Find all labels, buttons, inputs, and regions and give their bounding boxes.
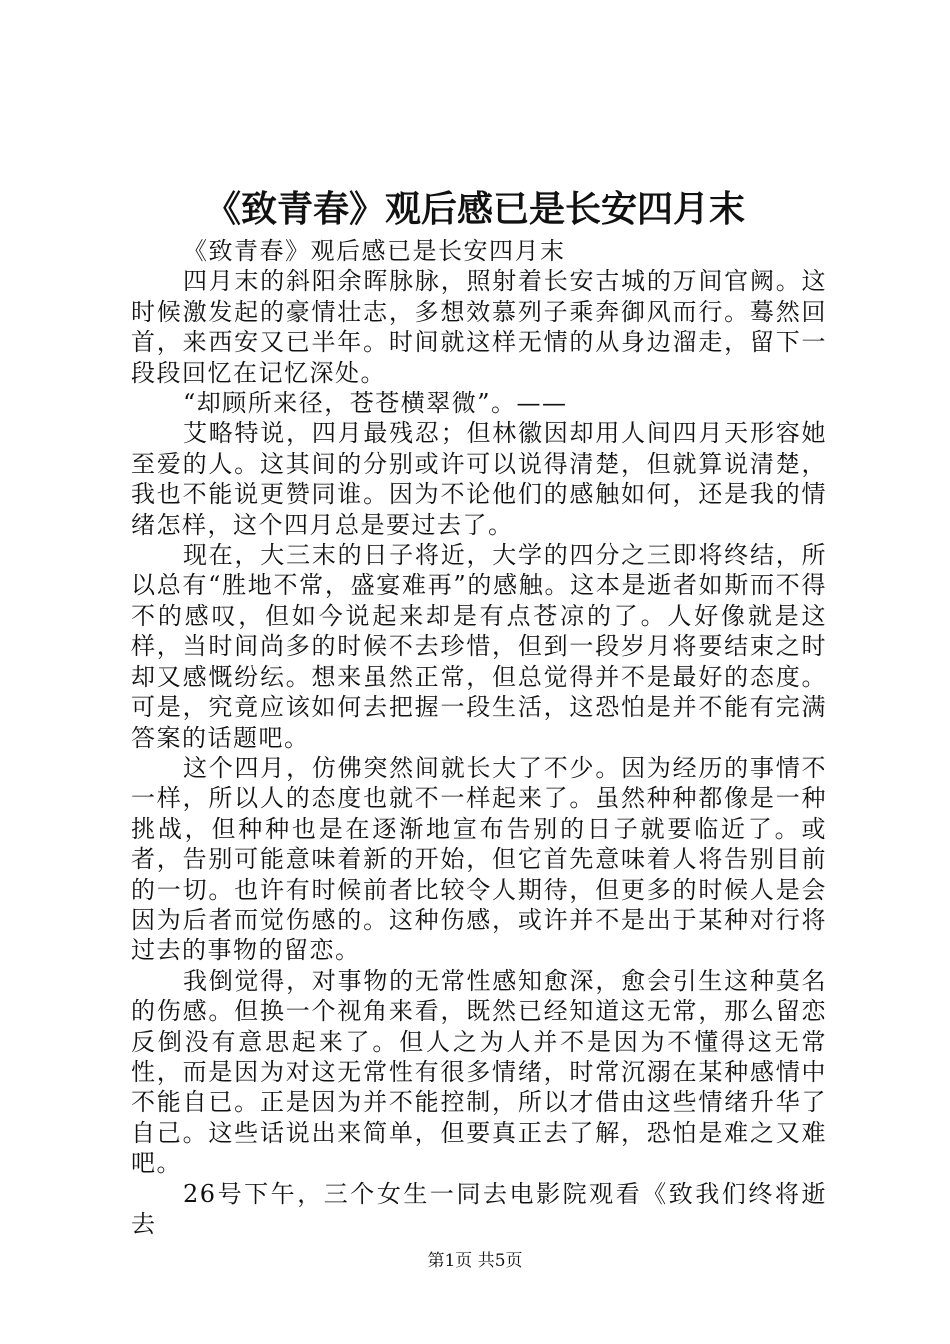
paragraph: 现在，大三末的日子将近，大学的四分之三即将终结，所以总有“胜地不常，盛宴难再”的感触。这本是逝者如斯而不得不的感叹，但如今说起来却是有点苍凉的了。人好像就是这样，当时间尚多的时候不去珍惜，但到一段岁月将要结束之时却又感慨纷纭。想来虽然正常，但总觉得并不是最好的态度。可是，究竟应该如何去把握一段生活，这恐怕是并不能有完满答案的话题吧。 <box>131 541 827 752</box>
paragraph: 四月末的斜阳余晖脉脉，照射着长安古城的万间官阙。这时候激发起的豪情壮志，多想效慕列子乘奔御风而行。蓦然回首，来西安又已半年。时间就这样无情的从身边溜走，留下一段段回忆在记忆深处。 <box>131 267 827 387</box>
page-title: 《致青春》观后感已是长安四月末 <box>204 189 745 230</box>
page-number-footer: 第1页 共5页 <box>427 1251 523 1271</box>
article-body <box>131 236 827 1239</box>
paragraph: 艾略特说，四月最残忍；但林徽因却用人间四月天形容她至爱的人。这其间的分别或许可以说得清楚，但就算说清楚，我也不能说更赞同谁。因为不论他们的感触如何，还是我的情绪怎样，这个四月总是要过去了。 <box>131 419 827 539</box>
paragraph: 我倒觉得，对事物的无常性感知愈深，愈会引生这种莫名的伤感。但换一个视角来看，既然已经知道这无常，那么留恋反倒没有意思起来了。但人之为人并不是因为不懂得这无常性，而是因为对这无常性有很多情绪，时常沉溺在某种感情中不能自已。正是因为并不能控制，所以才借由这些情绪升华了自己。这些话说出来简单，但要真正去了解，恐怕是难之又难吧。 <box>131 966 827 1178</box>
paragraph: 《致青春》观后感已是长安四月末 <box>183 237 566 265</box>
paragraph: 这个四月，仿佛突然间就长大了不少。因为经历的事情不一样，所以人的态度也就不一样起来了。虽然种种都像是一种挑战，但种种也是在逐渐地宣布告别的日子就要临近了。或者，告别可能意味着新的开始，但它首先意味着人将告别目前的一切。也许有时候前者比较令人期待，但更多的时候人是会因为后者而觉伤感的。这种伤感，或许并不是出于某种对行将过去的事物的留恋。 <box>131 753 827 965</box>
paragraph: “却顾所来径，苍苍横翠微”。—— <box>183 389 568 418</box>
paragraph: 26号下午，三个女生一同去电影院观看《致我们终将逝去 <box>131 1179 827 1238</box>
